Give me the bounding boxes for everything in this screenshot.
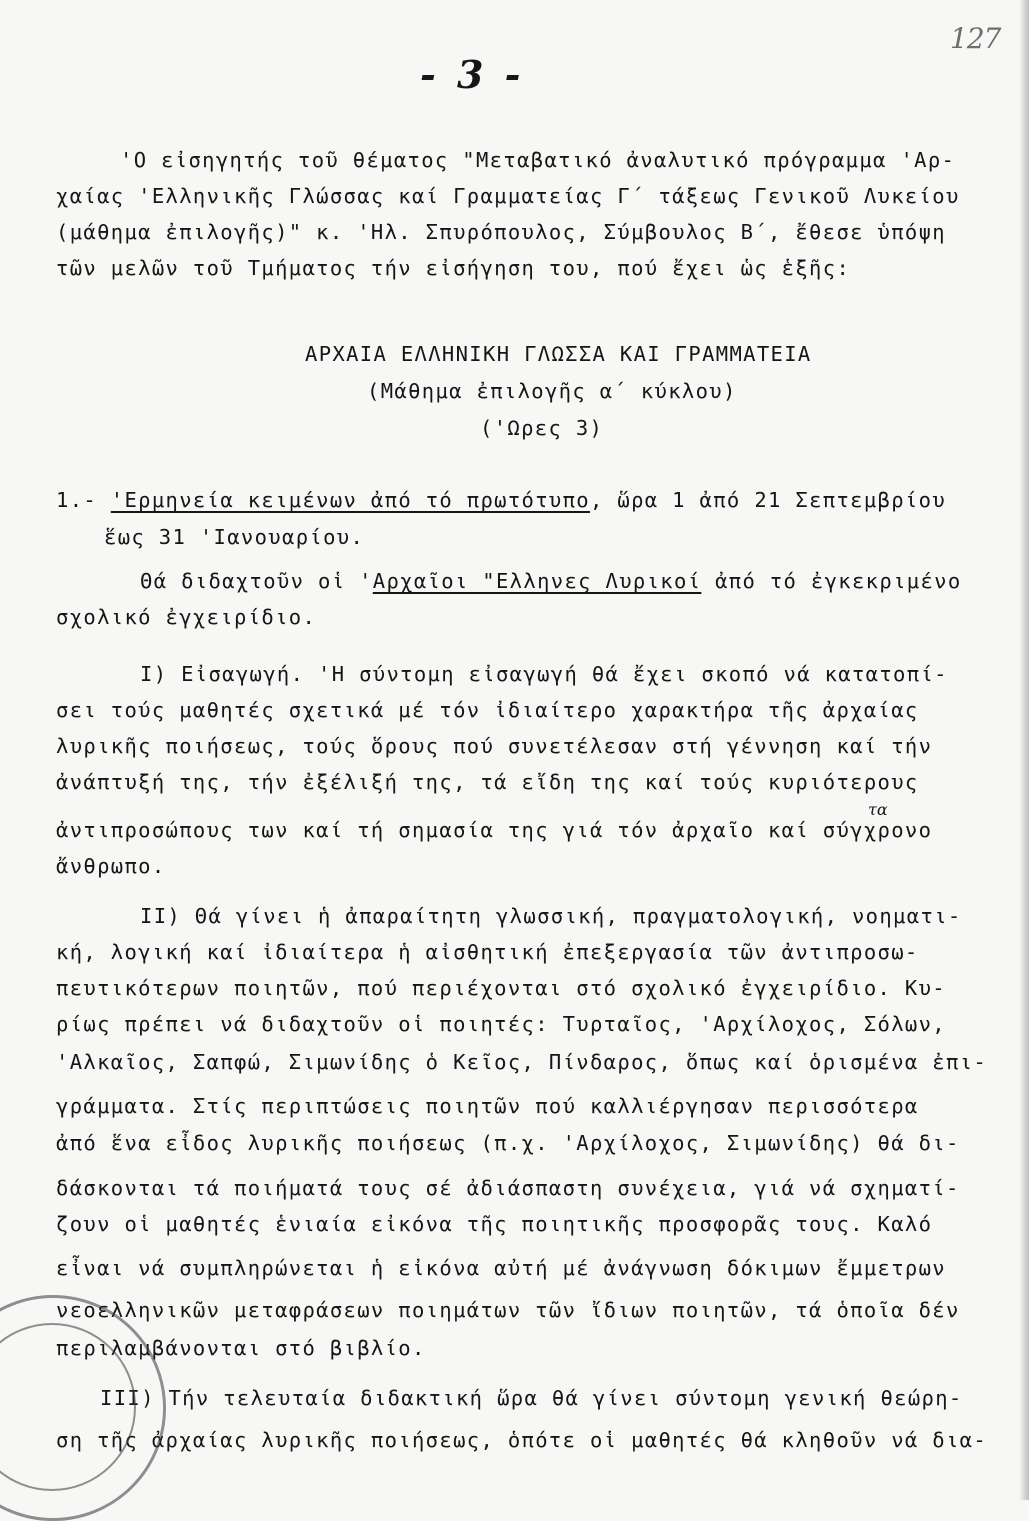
text-line: ρίως πρέπει νά διδαχτοῦν οἱ ποιητές: Τυρταῖος, 'Αρχίλοχος, Σόλων,	[56, 1012, 946, 1036]
heading-number: 1.-	[56, 488, 111, 512]
text-line	[140, 569, 962, 593]
page-edge-shadow	[1019, 0, 1029, 1500]
text-line: πευτικότερων ποιητῶν, πού περιέχονται στό σχολικό ἐγχειρίδιο. Κυ-	[56, 976, 946, 1000]
text-line: νεοελληνικῶν μεταφράσεων ποιημάτων τῶν ἴδιων ποιητῶν, τά ὁποῖα δέν	[56, 1298, 960, 1322]
text-line: εἶναι νά συμπληρώνεται ἡ εἰκόνα αὐτή μέ ἀνάγνωση δόκιμων ἔμμετρων	[56, 1256, 946, 1280]
text-line: τῶν μελῶν τοῦ Τμήματος τήν εἰσήγηση του, πού ἔχει ὡς ἑξῆς:	[56, 256, 851, 280]
text-line: περιλαμβάνονται στό βιβλίο.	[56, 1336, 426, 1360]
handwritten-insert: τα	[868, 800, 888, 819]
text-line: I) Εἰσαγωγή. 'Η σύντομη εἰσαγωγή θά ἔχει σκοπό νά κατατοπί-	[140, 662, 948, 686]
text-line: σχολικό ἐγχειρίδιο.	[56, 605, 317, 629]
text-line: ἀντιπροσώπους των καί τή σημασία της γιά τόν ἀρχαῖο καί σύγχρονο	[56, 818, 933, 842]
underlined-title: Αρχαῖοι "Ελληνες Λυρικοί	[372, 569, 702, 593]
heading-underlined: 'Ερμηνεία κειμένων ἀπό τό πρωτότυπο	[110, 488, 591, 512]
text-line: ἀπό ἕνα εἶδος λυρικῆς ποιήσεως (π.χ. 'Αρχίλοχος, Σιμωνίδης) θά δι-	[56, 1131, 960, 1155]
text-line: κή, λογική καί ἰδιαίτερα ἡ αἰσθητική ἐπεξεργασία τῶν ἀντιπροσω-	[56, 940, 919, 964]
text-line: λυρικῆς ποιήσεως, τούς ὅρους πού συνετέλεσαν στή γέννηση καί τήν	[56, 734, 933, 758]
text-line: 'Ο εἰσηγητής τοῦ θέματος "Μεταβατικό ἀναλυτικό πρόγραμμα 'Αρ-	[120, 148, 956, 172]
page-number: - 3 -	[420, 52, 525, 97]
text-line: δάσκονται τά ποιήματά τους σέ ἀδιάσπαστη συνέχεια, γιά νά σχηματί-	[56, 1176, 960, 1200]
text-line: (μάθημα ἐπιλογῆς)" κ. 'Ηλ. Σπυρόπουλος, Σύμβουλος Β΄, ἔθεσε ὑπόψη	[56, 220, 946, 244]
text-line: ἕως 31 'Ιανουαρίου.	[104, 525, 365, 549]
text-span: Θά διδαχτοῦν οἱ '	[140, 569, 373, 593]
text-line: III) Τήν τελευταία διδακτική ὥρα θά γίνει σύντομη γενική θεώρη-	[100, 1386, 963, 1410]
text-line: 'Αλκαῖος, Σαπφώ, Σιμωνίδης ὁ Κεῖος, Πίνδαρος, ὅπως καί ὁρισμένα ἐπι-	[56, 1050, 988, 1074]
section-title: ΑΡΧΑΙΑ ΕΛΛΗΝΙΚΗ ΓΛΩΣΣΑ ΚΑΙ ΓΡΑΜΜΑΤΕΙΑ	[305, 342, 812, 366]
text-line: χαίας 'Ελληνικῆς Γλώσσας καί Γραμματείας Γ΄ τάξεως Γενικοῦ Λυκείου	[56, 184, 960, 208]
section-heading-1	[56, 488, 946, 512]
handwritten-page-number: 127	[950, 22, 1001, 55]
heading-rest: , ὥρα 1 ἀπό 21 Σεπτεμβρίου	[590, 488, 947, 512]
section-subtitle: (Μάθημα ἐπιλογῆς α΄ κύκλου)	[367, 379, 737, 403]
official-stamp-seal	[0, 1295, 166, 1521]
text-line: ση τῆς ἀρχαίας λυρικῆς ποιήσεως, ὁπότε οἱ μαθητές θά κληθοῦν νά δια-	[56, 1428, 988, 1452]
text-line: ἀνάπτυξή της, τήν ἐξέλιξή της, τά εἴδη της καί τούς κυριότερους	[56, 770, 919, 794]
section-hours: ('Ωρες 3)	[480, 416, 604, 440]
text-span: ἀπό τό ἐγκεκριμένο	[701, 569, 962, 593]
text-line: II) Θά γίνει ἡ ἀπαραίτητη γλωσσική, πραγματολογική, νοηματι-	[140, 904, 962, 928]
text-line: ζουν οἱ μαθητές ἑνιαία εἰκόνα τῆς ποιητικῆς προσφορᾶς τους. Καλό	[56, 1212, 933, 1236]
text-line: γράμματα. Στίς περιπτώσεις ποιητῶν πού καλλιέργησαν περισσότερα	[56, 1094, 919, 1118]
text-line: σει τούς μαθητές σχετικά μέ τόν ἰδιαίτερο χαρακτήρα τῆς ἀρχαίας	[56, 698, 919, 722]
text-line: ἄνθρωπο.	[56, 854, 166, 878]
